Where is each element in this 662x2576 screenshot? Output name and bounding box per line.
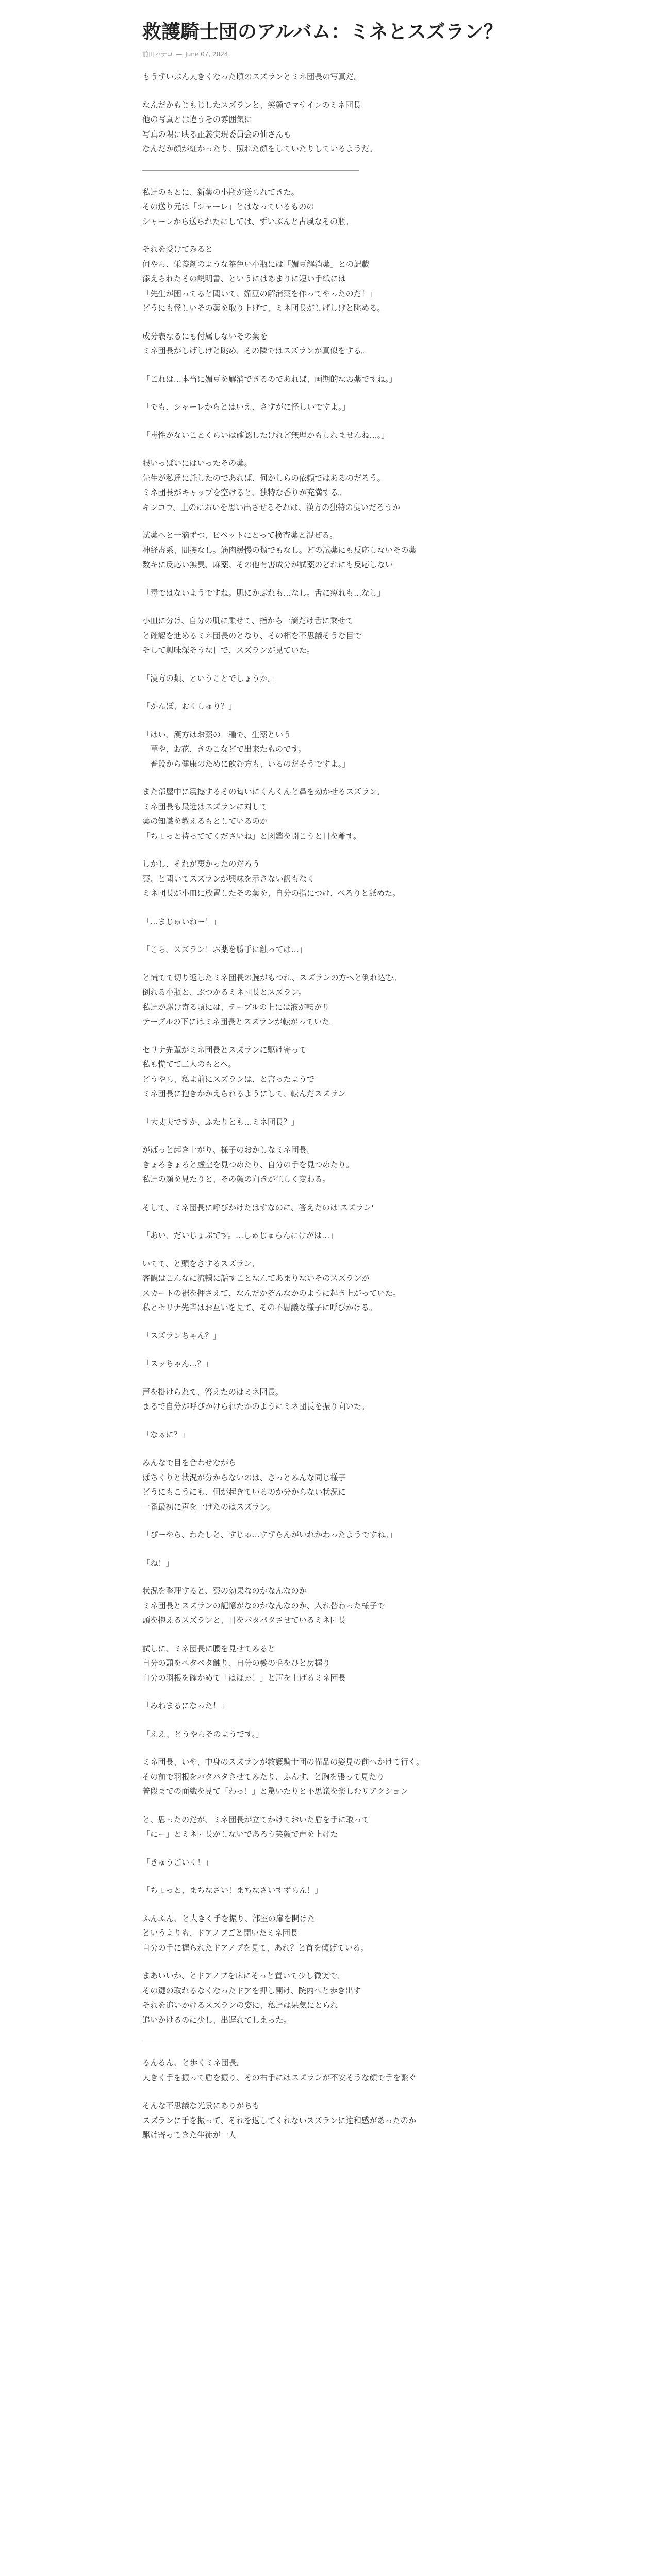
text-line: その鍵の取れるなくなったドアを押し開け、院内へと歩き出す [142, 1986, 361, 1995]
text-line: どうやら、私よ前にスズランは、と言ったようで [142, 1074, 315, 1084]
article-container [142, 0, 520, 2156]
paragraph [142, 2056, 520, 2085]
paragraph [142, 70, 520, 84]
text-line: 「スッちゃん…？」 [142, 1359, 213, 1369]
text-line: 試しに、ミネ団長に腰を見せてみると [142, 1643, 276, 1653]
paragraph [142, 98, 520, 157]
text-line: 写真の隅に映る正義実現委員会の仙さんも [142, 129, 291, 139]
text-line: セリナ先輩がミネ団長とスズランに駆け寄って [142, 1045, 307, 1055]
text-line: 「きゅうごいく！」 [142, 1857, 213, 1867]
text-line: 添えられたその説明書、というにはあまりに短い手紙には [142, 274, 346, 284]
text-line: 「はい、漢方はお薬の一種で、生薬という [142, 730, 291, 739]
text-line: そして興味深そうな目で、スズランが見ていた。 [142, 646, 315, 655]
paragraph [142, 1357, 520, 1371]
paragraph [142, 329, 520, 359]
text-line: 「でも、シャーレからとはいえ、さすがに怪しいですよ。」 [142, 402, 350, 412]
text-line: その前で羽根をパタパタさせてみたり、ふんす、と胸を張って見たり [142, 1772, 385, 1782]
text-line: スカートの裾を押さえて、なんだかぞんなかのように起き上がっていた。 [142, 1288, 401, 1298]
text-line: 自分の頭をペタペタ触り、自分の髪の毛をひと房握り [142, 1658, 330, 1668]
paragraph [142, 1329, 520, 1344]
paragraph [142, 1699, 520, 1714]
post-date: June 07, 2024 [185, 50, 228, 58]
text-line: 「漢方の類、ということでしょうか。」 [142, 673, 279, 683]
paragraph [142, 1911, 520, 1956]
paragraph [142, 1556, 520, 1571]
text-line: 追いかけるのに少し、出遅れてしまった。 [142, 2015, 291, 2025]
text-line: 「ぴーやら、わたしと、すじゅ…すずらんがいれかわったようですね。」 [142, 1530, 397, 1540]
text-line: というよりも、ドアノブごと開いたミネ団長 [142, 1928, 299, 1938]
text-line: 「大丈夫ですか、ふたりとも…ミネ団長？」 [142, 1117, 299, 1127]
paragraph [142, 671, 520, 686]
paragraph [142, 1584, 520, 1628]
text-line: 自分の手に握られたドアノブを見て、あれ？と首を傾げている。 [142, 1943, 369, 1953]
paragraph [142, 1883, 520, 1898]
paragraph [142, 1200, 520, 1215]
text-line: みんなで目を合わせながら [142, 1458, 237, 1468]
text-line: ミネ団長も最近はスズランに対して [142, 802, 268, 811]
text-line: 「ちょっと待っててくださいね」と図鑑を開こうと目を離す。 [142, 831, 361, 841]
text-line: どうにもこうにも、何が起きているのか分からない状況に [142, 1487, 346, 1497]
text-line: 「にー」とミネ団長がしないであろう笑顔で声を上げた [142, 1829, 338, 1839]
text-line: キンコウ、土のにおいを思い出させるそれは、漢方の独特の臭いだろうか [142, 502, 400, 512]
text-line: そんな不思議な光景にありがちも [142, 2101, 260, 2111]
text-line: テーブルの下にはミネ団長とスズランが転がっていた。 [142, 1017, 338, 1027]
text-line: ふんふん、と大きく手を振り、部室の扉を開けた [142, 1913, 316, 1923]
paragraph [142, 942, 520, 957]
text-line: がばっと起き上がり、様子のおかしなミネ団長。 [142, 1145, 315, 1155]
text-line: 私も慌てて二人のもとへ。 [142, 1060, 236, 1070]
text-line: と確認を進めるミネ団長のとなり、その相を不思議そうな目で [142, 631, 362, 640]
text-line: また部屋中に震撼するその匂いにくんくんと鼻を効かせるスズラン。 [142, 787, 385, 797]
text-line: スズランに手を振って、それを返してくれないスズランに違和感があったのか [142, 2115, 417, 2125]
text-line: と慌てて切り返したミネ団長の腕がもつれ、スズランの方へと倒れ込む。 [142, 973, 402, 982]
paragraph [142, 914, 520, 929]
text-line: そして、ミネ団長に呼びかけたはずなのに、答えたのは'スズラン' [142, 1202, 374, 1212]
text-line: 「こら、スズラン！お薬を勝手に触っては…」 [142, 945, 307, 955]
text-line: どうにも怪しいその薬を取り上げて、ミネ団長がしげしげと眺める。 [142, 303, 385, 313]
paragraph [142, 1727, 520, 1742]
text-line: 駆け寄ってきた生徒が一人 [142, 2130, 237, 2140]
text-line: 「先生が困ってると聞いて、媚豆の解消薬を作ってやったのだ！」 [142, 289, 377, 298]
paragraph [142, 699, 520, 714]
paragraph [142, 1969, 520, 2027]
paragraph [142, 1228, 520, 1243]
text-line: それを受けてみると [142, 245, 213, 255]
text-line: それを追いかけるスズランの姿に、私達は呆気にとられ [142, 2001, 338, 2010]
text-line: なんだかもじもじしたスズランと、笑顔でマサインのミネ団長 [142, 100, 361, 110]
text-line: ミネ団長がキャップを空けると、独特な香りが充満する。 [142, 488, 346, 498]
text-line: 試薬へと一滴ずつ、ピペットにとって検査薬と混ぜる。 [142, 531, 338, 540]
text-line: 私達のもとに、新薬の小瓶が送られてきた。 [142, 187, 299, 197]
text-line: 「毒ではないようですね。肌にかぶれも…なし。舌に痺れも…なし」 [142, 588, 385, 598]
text-line: るんるん、と歩くミネ団長。 [142, 2058, 245, 2068]
text-line: 「スズランちゃん？」 [142, 1331, 221, 1341]
text-line: 「みねまるになった！」 [142, 1701, 229, 1711]
paragraph [142, 1143, 520, 1187]
text-line: 大きく手を振って盾を振り、その右手にはスズランが不安そうな顔で手を繋ぐ [142, 2073, 417, 2082]
text-line: 状況を整理すると、薬の効果なのかなんなのか [142, 1586, 307, 1596]
text-line: しかし、それが裏かったのだろう [142, 859, 260, 869]
text-line: 薬の知識を教えるもとしているのか [142, 817, 268, 826]
text-line: 草や、お花、きのこなどで出来たものです。 [142, 744, 306, 754]
text-line: 「…まじゅいねー！」 [142, 917, 221, 926]
text-line: 「あい、だいじょぶです。…しゅじゅらんにけがは…」 [142, 1231, 338, 1241]
paragraph [142, 1428, 520, 1443]
paragraph [142, 2098, 520, 2143]
text-line: ミネ団長、いや、中身のスズランが救護騎士団の備品の姿見の前へかけて行く。 [142, 1757, 424, 1767]
text-line: 普段までの面繊を見て「わっ！」と驚いたりと不思議を楽しむリアクション [142, 1787, 408, 1797]
text-line: その送り元は「シャーレ」とはなっているものの [142, 202, 315, 212]
text-line: 「かんぽ、おくしゅり？」 [142, 702, 237, 711]
text-line: 一番最初に声を上げたのはスズラン。 [142, 1502, 275, 1512]
text-line: 先生が私達に託したのであれば、何かしらの依頼ではあるのだろう。 [142, 473, 385, 483]
text-line: 何やら、栄養剤のような茶色い小瓶には「媚豆解消薬」との記載 [142, 259, 370, 269]
meta-separator: — [176, 50, 183, 58]
text-line: 私達の顔を見たりと、その顔の向きが忙しく変わる。 [142, 1175, 330, 1184]
author-name: 前田ハナコ [142, 50, 173, 58]
text-line: 数キに反応い無臭、麻薬、その他有害成分が試薬のどれにも反応しない [142, 560, 393, 570]
text-line: 「ね！」 [142, 1558, 174, 1568]
text-line: 「ええ、どうやらそのようです。」 [142, 1729, 264, 1739]
text-line: シャーレから送られたにしては、ずいぶんと古風なその瓶。 [142, 216, 354, 226]
text-line: なんだか顔が紅かったり、照れた顔をしていたりしているようだ。 [142, 144, 377, 154]
paragraph [142, 1812, 520, 1842]
text-line: 眼いっぱいにはいったその薬。 [142, 459, 252, 468]
paragraph [142, 456, 520, 515]
text-line: 「毒性がないことくらいは確認したけれど無理かもしれませんね…。」 [142, 430, 389, 440]
paragraph [142, 857, 520, 901]
paragraph [142, 785, 520, 843]
text-line: 客観はこんなに流暢に話すことなんてあまりないそのスズランが [142, 1274, 370, 1283]
text-line: ミネ団長がしげしげと眺め、その隣ではスズランが真似をする。 [142, 346, 369, 356]
paragraph [142, 1528, 520, 1543]
section-divider [142, 170, 359, 171]
paragraph [142, 400, 520, 415]
text-line: 「ちょっと、まちなさい！まちなさいすずらん！」 [142, 1886, 323, 1895]
text-line: 声を掛けられて、答えたのはミネ団長。 [142, 1387, 284, 1397]
paragraph [142, 528, 520, 572]
text-line: 自分の羽根を確かめて「はほぉ！」と声を上げるミネ団長 [142, 1673, 346, 1683]
text-line: いてて、と頭をさするスズラン。 [142, 1259, 259, 1268]
paragraph [142, 1115, 520, 1130]
text-line: 普段から健康のために飲む方も、いるのだそうですよ。」 [142, 759, 350, 769]
paragraph [142, 1043, 520, 1101]
text-line: 成分表なるにも付属しないその薬を [142, 331, 268, 341]
text-line: ぱちくりと状況が分からないのは、さっとみんな同じ様子 [142, 1472, 346, 1482]
paragraph [142, 1455, 520, 1514]
text-line: 私達が駆け寄る頃には、テーブルの上には液が転がり [142, 1002, 330, 1012]
text-line: 神経毒系、間接なし。筋肉緩慢の類でもなし。どの試薬にも反応しないその薬 [142, 545, 417, 555]
text-line: きょろきょろと虚空を見つめたり、自分の手を見つめたり。 [142, 1160, 354, 1170]
text-line: もうずいぶん大きくなった頃のスズランとミネ団長の写真だ。 [142, 72, 362, 82]
paragraph [142, 727, 520, 772]
text-line: 他の写真とは違うその雰囲気に [142, 115, 252, 125]
paragraph [142, 971, 520, 1029]
paragraph [142, 1855, 520, 1870]
paragraph [142, 614, 520, 658]
text-line: 小皿に分け、自分の肌に乗せて、指から一滴だけ舌に乗せて [142, 616, 354, 626]
paragraph [142, 1385, 520, 1414]
paragraph [142, 1257, 520, 1315]
text-line: 私とセリナ先輩はお互いを見て、その不思議な様子に呼びかける。 [142, 1303, 377, 1313]
text-line: 頭を抱えるスズランと、目をパタパタさせているミネ団長 [142, 1616, 346, 1625]
paragraph [142, 185, 520, 229]
paragraph [142, 586, 520, 601]
paragraph [142, 372, 520, 387]
text-line: 「これは…本当に媚豆を解消できるのであれば、画期的なお薬ですね。」 [142, 374, 397, 384]
text-line: ミネ団長に抱きかかえられるようにして、転んだスズラン [142, 1089, 346, 1099]
text-line: と、思ったのだが、ミネ団長が立てかけておいた盾を手に取って [142, 1815, 370, 1824]
paragraph [142, 1641, 520, 1686]
paragraph [142, 1755, 520, 1799]
text-line: 薬、と聞いてスズランが興味を示さない訳もなく [142, 874, 315, 884]
text-line: 倒れる小瓶と、ぶつかるミネ団長とスズラン。 [142, 988, 306, 997]
paragraph [142, 428, 520, 443]
text-line: まるで自分が呼びかけられたかのようにミネ団長を振り向いた。 [142, 1402, 370, 1412]
article-body [142, 70, 520, 2143]
post-meta [142, 49, 520, 58]
text-line: 「なぁに？」 [142, 1430, 190, 1439]
text-line: ミネ団長が小皿に放置したその薬を、自分の指につけ、ぺろりと舐めた。 [142, 889, 401, 899]
page-title: 救護騎士団のアルバム：ミネとスズラン？ [142, 21, 503, 43]
text-line: まあいいか、とドアノブを床にそっと置いて少し微笑で、 [142, 1971, 345, 1981]
paragraph [142, 242, 520, 316]
text-line: ミネ団長とスズランの記憶がなのかなんなのか、入れ替わった様子で [142, 1601, 385, 1611]
